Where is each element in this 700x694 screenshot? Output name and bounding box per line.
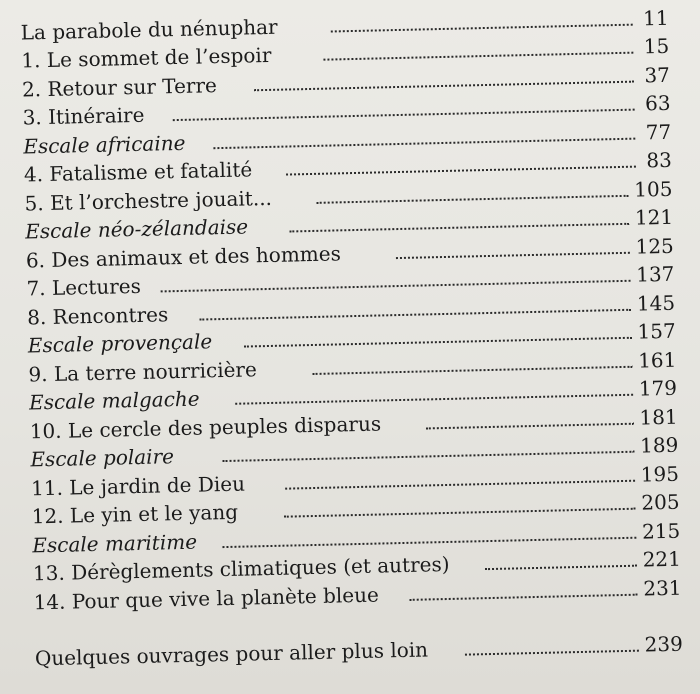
toc-entry-title: Escale malgache [28,386,200,415]
toc-entry-title: 4. Fatalisme et fatalité [23,157,253,187]
toc-entry-title: 1. Le sommet de l’espoir [21,42,272,73]
dot-leader [284,508,636,518]
dot-leader [289,223,629,233]
toc-entry-page: 215 [641,518,681,544]
toc-entry-page: 63 [644,90,671,116]
toc-entry-title: 14. Pour que vive la planète bleue [33,582,380,615]
toc-entry-page: 37 [644,62,671,88]
toc-entry-page: 221 [642,546,682,572]
dot-leader [285,480,635,490]
dot-leader [331,24,633,33]
toc-entry-page: 189 [639,432,679,458]
toc-entry-page: 77 [645,119,672,145]
toc-entry-page: 15 [643,33,670,59]
toc-entry-title: 3. Itinéraire [22,102,145,130]
toc-entry-page: 231 [643,575,682,601]
toc-entry-title: 9. La terre nourricière [28,357,258,387]
toc-entry-title: 10. Le cercle des peuples disparus [29,411,382,444]
toc-entry-page: 11 [642,5,669,31]
dot-leader [396,252,630,259]
toc-entry-page: 157 [637,318,676,344]
toc-entry-title: 12. Le yin et le yang [31,499,239,529]
toc-entry-page: 105 [634,176,673,202]
toc-entry-title: Escale africaine [23,130,186,159]
toc-entry-page: 205 [641,489,680,515]
toc-entry-title: Escale polaire [30,444,175,472]
toc-entry-page: 121 [634,204,674,230]
dot-leader [485,565,637,570]
toc-entry-page: 181 [639,404,678,430]
toc-entry-title: La parabole du nénuphar [20,14,278,45]
toc-entry-title: Escale provençale [27,329,213,358]
dot-leader [222,451,634,462]
toc-entry-title: 6. Des animaux et des hommes [25,241,342,273]
dot-leader [317,195,629,204]
toc-entry-title: 13. Dérèglements climatiques (et autres) [32,551,450,586]
toc-entry-page: 161 [637,347,677,373]
toc-entry-page: 145 [636,290,676,316]
toc-entry-page: 239 [644,631,684,657]
toc-entry [35,630,683,673]
dot-leader [286,166,636,176]
toc-entry-title: Escale néo-zélandaise [24,214,249,244]
toc-entry-title: 2. Retour sur Terre [21,73,218,102]
dot-leader [323,52,633,61]
dot-leader [426,423,634,430]
toc-entry-page: 137 [635,261,675,287]
dot-leader [410,594,638,601]
dot-leader [254,81,634,92]
toc-entry-page: 83 [646,147,673,173]
toc-entry-title: 7. Lectures [26,273,142,301]
toc-entry-title: 11. Le jardin de Dieu [30,471,246,501]
dot-leader [244,337,632,348]
toc-entry-title: Quelques ouvrages pour aller plus loin [34,637,429,671]
toc-entry-page: 195 [640,461,680,487]
dot-leader [465,650,639,656]
dot-leader [313,366,633,375]
toc-entry-page: 125 [635,233,675,259]
dot-leader [235,394,633,405]
toc-entry-title: 5. Et l’orchestre jouait... [24,185,273,216]
toc-entry-title: 8. Rencontres [26,302,169,330]
toc-entry-page: 179 [638,375,678,401]
toc-entry-title: Escale maritime [32,529,198,558]
